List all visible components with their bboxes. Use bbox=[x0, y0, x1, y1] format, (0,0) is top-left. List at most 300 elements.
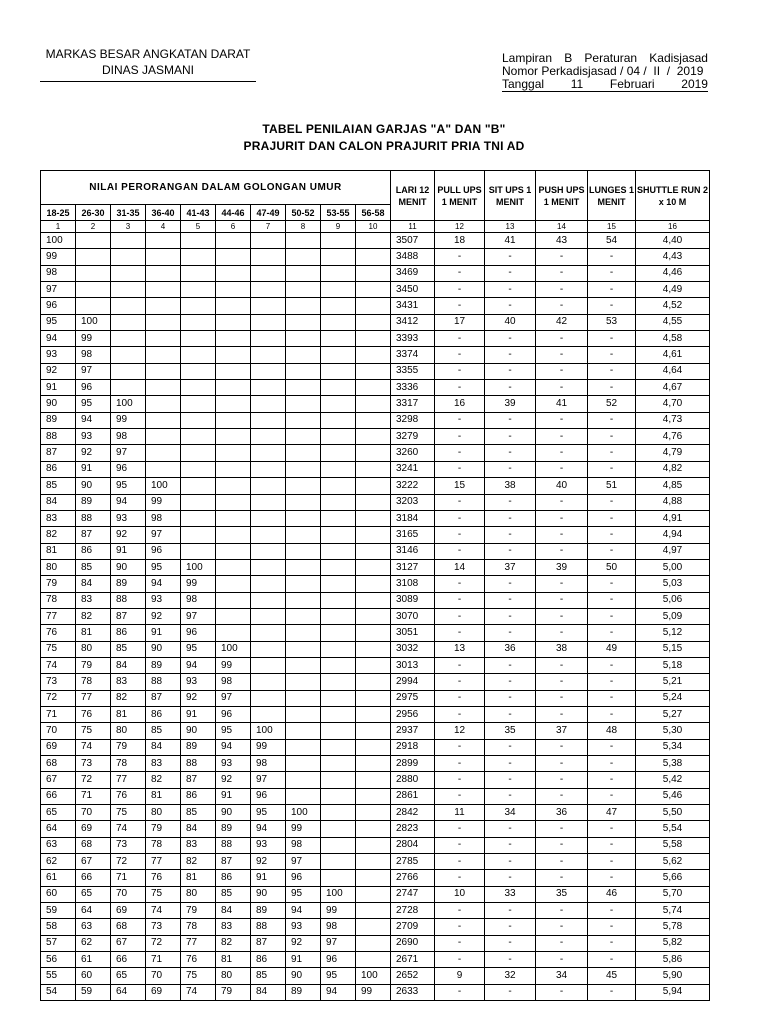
table-cell: 5,34 bbox=[636, 739, 710, 755]
table-cell bbox=[251, 363, 286, 379]
table-cell bbox=[356, 510, 391, 526]
table-row bbox=[41, 919, 710, 935]
table-cell: - bbox=[485, 935, 536, 951]
table-cell: 89 bbox=[251, 903, 286, 919]
table-cell: 79 bbox=[181, 903, 216, 919]
table-cell bbox=[181, 478, 216, 494]
table-cell bbox=[111, 363, 146, 379]
table-cell: 3260 bbox=[391, 445, 435, 461]
table-cell: 60 bbox=[76, 968, 111, 984]
table-cell: - bbox=[588, 347, 636, 363]
table-cell bbox=[321, 723, 356, 739]
table-cell: 99 bbox=[41, 249, 76, 265]
table-cell: 100 bbox=[321, 886, 356, 902]
table-cell: - bbox=[588, 674, 636, 690]
table-cell: - bbox=[485, 429, 536, 445]
table-cell bbox=[216, 559, 251, 575]
table-cell: 95 bbox=[321, 968, 356, 984]
table-cell: - bbox=[588, 919, 636, 935]
table-cell bbox=[286, 625, 321, 641]
table-cell: 78 bbox=[111, 756, 146, 772]
table-cell: 98 bbox=[286, 837, 321, 853]
table-cell: - bbox=[536, 265, 588, 281]
table-row bbox=[41, 854, 710, 870]
table-cell: 91 bbox=[216, 788, 251, 804]
table-cell: 63 bbox=[41, 837, 76, 853]
table-cell bbox=[286, 657, 321, 673]
table-cell: 50 bbox=[588, 559, 636, 575]
table-row bbox=[41, 429, 710, 445]
table-cell: 88 bbox=[216, 837, 251, 853]
table-body bbox=[41, 233, 710, 1001]
table-cell bbox=[216, 576, 251, 592]
table-cell bbox=[181, 363, 216, 379]
table-cell: 5,30 bbox=[636, 723, 710, 739]
table-cell: - bbox=[435, 706, 485, 722]
column-number-row bbox=[41, 221, 710, 233]
table-cell: 54 bbox=[588, 233, 636, 249]
table-cell bbox=[356, 854, 391, 870]
table-cell bbox=[321, 739, 356, 755]
table-cell bbox=[111, 282, 146, 298]
table-cell: - bbox=[536, 347, 588, 363]
table-cell bbox=[321, 772, 356, 788]
table-cell bbox=[321, 674, 356, 690]
table-cell: 82 bbox=[181, 854, 216, 870]
table-cell: 2804 bbox=[391, 837, 435, 853]
table-cell: 5,70 bbox=[636, 886, 710, 902]
document-title: TABEL PENILAIAN GARJAS "A" DAN "B" bbox=[262, 122, 506, 136]
table-cell: - bbox=[485, 412, 536, 428]
table-cell: 5,24 bbox=[636, 690, 710, 706]
table-cell: - bbox=[588, 412, 636, 428]
age-group-cell: 44-46 bbox=[216, 205, 251, 221]
table-cell bbox=[146, 282, 181, 298]
table-cell: 54 bbox=[41, 984, 76, 1000]
table-cell bbox=[356, 657, 391, 673]
table-cell: - bbox=[485, 445, 536, 461]
table-cell: - bbox=[536, 837, 588, 853]
table-cell bbox=[181, 265, 216, 281]
table-cell: 3184 bbox=[391, 510, 435, 526]
table-cell bbox=[181, 510, 216, 526]
table-cell: 90 bbox=[146, 641, 181, 657]
table-cell: 77 bbox=[146, 854, 181, 870]
table-cell: 4,88 bbox=[636, 494, 710, 510]
table-cell: 2728 bbox=[391, 903, 435, 919]
table-cell bbox=[181, 461, 216, 477]
table-cell: 9 bbox=[435, 968, 485, 984]
table-cell: 79 bbox=[111, 739, 146, 755]
table-cell: - bbox=[588, 265, 636, 281]
table-cell: 69 bbox=[76, 821, 111, 837]
table-cell: 91 bbox=[181, 706, 216, 722]
table-cell: - bbox=[435, 282, 485, 298]
table-cell bbox=[356, 363, 391, 379]
table-cell bbox=[321, 821, 356, 837]
table-row bbox=[41, 723, 710, 739]
table-cell bbox=[286, 429, 321, 445]
table-cell: 2975 bbox=[391, 690, 435, 706]
table-cell: - bbox=[588, 739, 636, 755]
table-cell: - bbox=[588, 625, 636, 641]
table-cell: 94 bbox=[76, 412, 111, 428]
table-cell bbox=[181, 233, 216, 249]
age-group-cell: 41-43 bbox=[181, 205, 216, 221]
table-cell: 83 bbox=[76, 592, 111, 608]
table-cell bbox=[356, 265, 391, 281]
table-cell: 59 bbox=[76, 984, 111, 1000]
table-cell: 89 bbox=[216, 821, 251, 837]
table-cell bbox=[356, 576, 391, 592]
table-cell bbox=[181, 429, 216, 445]
table-cell bbox=[216, 282, 251, 298]
table-cell: 81 bbox=[146, 788, 181, 804]
table-cell: 46 bbox=[588, 886, 636, 902]
table-cell: 71 bbox=[76, 788, 111, 804]
table-cell: 41 bbox=[536, 396, 588, 412]
table-row bbox=[41, 461, 710, 477]
table-cell: 84 bbox=[251, 984, 286, 1000]
table-cell: 76 bbox=[111, 788, 146, 804]
table-cell: 100 bbox=[356, 968, 391, 984]
table-cell bbox=[321, 380, 356, 396]
table-cell: 40 bbox=[536, 478, 588, 494]
table-cell: 57 bbox=[41, 935, 76, 951]
table-cell bbox=[321, 527, 356, 543]
table-cell: 100 bbox=[181, 559, 216, 575]
table-row bbox=[41, 249, 710, 265]
table-cell bbox=[321, 756, 356, 772]
table-cell bbox=[356, 625, 391, 641]
table-cell bbox=[216, 233, 251, 249]
scoring-table bbox=[40, 170, 710, 1001]
table-cell: - bbox=[536, 527, 588, 543]
table-cell: 75 bbox=[181, 968, 216, 984]
table-cell bbox=[356, 723, 391, 739]
table-cell: 91 bbox=[146, 625, 181, 641]
table-cell bbox=[286, 249, 321, 265]
table-header-row bbox=[41, 171, 710, 205]
table-cell: 5,46 bbox=[636, 788, 710, 804]
tanggal-word-1: Tanggal bbox=[502, 77, 545, 91]
tanggal-month: Februari bbox=[609, 77, 655, 91]
table-cell: 4,55 bbox=[636, 314, 710, 330]
table-cell bbox=[251, 576, 286, 592]
table-cell: 96 bbox=[321, 952, 356, 968]
table-cell bbox=[181, 282, 216, 298]
table-cell: 90 bbox=[251, 886, 286, 902]
table-cell: 99 bbox=[146, 494, 181, 510]
table-row bbox=[41, 298, 710, 314]
table-cell: 81 bbox=[111, 706, 146, 722]
table-cell bbox=[146, 265, 181, 281]
table-cell: 93 bbox=[251, 837, 286, 853]
table-cell: - bbox=[588, 298, 636, 314]
table-cell: - bbox=[588, 461, 636, 477]
table-cell: 3317 bbox=[391, 396, 435, 412]
table-cell: - bbox=[485, 249, 536, 265]
table-cell: - bbox=[588, 527, 636, 543]
table-row bbox=[41, 265, 710, 281]
age-group-cell: 47-49 bbox=[251, 205, 286, 221]
table-cell: - bbox=[536, 412, 588, 428]
table-cell: - bbox=[536, 657, 588, 673]
table-cell: 69 bbox=[146, 984, 181, 1000]
table-cell: 41 bbox=[485, 233, 536, 249]
table-cell bbox=[321, 445, 356, 461]
column-number-cell: 16 bbox=[636, 221, 710, 233]
table-cell: 74 bbox=[146, 903, 181, 919]
table-cell: 93 bbox=[146, 592, 181, 608]
table-cell: 85 bbox=[181, 805, 216, 821]
table-cell: 3222 bbox=[391, 478, 435, 494]
lampiran-word-4: Kadisjasad bbox=[649, 51, 708, 65]
table-cell: - bbox=[536, 952, 588, 968]
table-cell: 98 bbox=[251, 756, 286, 772]
table-cell: 92 bbox=[286, 935, 321, 951]
table-cell bbox=[216, 363, 251, 379]
table-cell bbox=[286, 494, 321, 510]
event-header-situps: SIT UPS 1 MENIT bbox=[485, 171, 536, 221]
table-cell: 91 bbox=[111, 543, 146, 559]
table-cell bbox=[356, 739, 391, 755]
table-cell: - bbox=[435, 756, 485, 772]
table-cell: - bbox=[536, 935, 588, 951]
table-cell: 95 bbox=[251, 805, 286, 821]
table-cell: - bbox=[485, 756, 536, 772]
table-cell: 99 bbox=[181, 576, 216, 592]
table-cell: 69 bbox=[41, 739, 76, 755]
table-cell: - bbox=[536, 903, 588, 919]
table-cell: 52 bbox=[588, 396, 636, 412]
table-cell: 95 bbox=[41, 314, 76, 330]
table-cell: - bbox=[435, 952, 485, 968]
table-cell: 89 bbox=[41, 412, 76, 428]
table-cell: 90 bbox=[181, 723, 216, 739]
lampiran-word-1: Lampiran bbox=[502, 51, 553, 65]
table-cell: 2823 bbox=[391, 821, 435, 837]
column-number-cell: 9 bbox=[321, 221, 356, 233]
table-cell: - bbox=[485, 870, 536, 886]
column-number-cell: 8 bbox=[286, 221, 321, 233]
table-cell bbox=[286, 559, 321, 575]
age-group-cell: 26-30 bbox=[76, 205, 111, 221]
table-cell: 96 bbox=[181, 625, 216, 641]
table-cell: 78 bbox=[146, 837, 181, 853]
table-cell: 74 bbox=[181, 984, 216, 1000]
table-row bbox=[41, 543, 710, 559]
table-cell: 87 bbox=[251, 935, 286, 951]
table-cell bbox=[286, 461, 321, 477]
table-cell: 87 bbox=[76, 527, 111, 543]
table-cell bbox=[356, 690, 391, 706]
table-cell: 4,43 bbox=[636, 249, 710, 265]
table-cell bbox=[146, 429, 181, 445]
table-cell: - bbox=[435, 510, 485, 526]
table-cell bbox=[356, 380, 391, 396]
table-cell bbox=[321, 233, 356, 249]
table-cell: 2709 bbox=[391, 919, 435, 935]
table-cell: 34 bbox=[485, 805, 536, 821]
table-cell: - bbox=[435, 527, 485, 543]
table-cell: 5,09 bbox=[636, 608, 710, 624]
table-cell bbox=[356, 706, 391, 722]
table-cell: 99 bbox=[251, 739, 286, 755]
table-cell: 100 bbox=[41, 233, 76, 249]
table-cell: 68 bbox=[41, 756, 76, 772]
table-row bbox=[41, 739, 710, 755]
table-row bbox=[41, 657, 710, 673]
table-cell: - bbox=[536, 510, 588, 526]
table-cell: - bbox=[485, 837, 536, 853]
column-number-cell: 6 bbox=[216, 221, 251, 233]
table-cell: 93 bbox=[41, 347, 76, 363]
table-cell: - bbox=[435, 903, 485, 919]
table-row bbox=[41, 576, 710, 592]
table-cell: - bbox=[588, 380, 636, 396]
table-cell: 5,74 bbox=[636, 903, 710, 919]
table-cell: 4,85 bbox=[636, 478, 710, 494]
table-cell: - bbox=[485, 347, 536, 363]
table-cell: 88 bbox=[146, 674, 181, 690]
table-cell bbox=[146, 249, 181, 265]
table-cell: 92 bbox=[76, 445, 111, 461]
table-cell: - bbox=[435, 429, 485, 445]
table-cell: - bbox=[485, 527, 536, 543]
table-cell: - bbox=[536, 772, 588, 788]
table-cell: 66 bbox=[41, 788, 76, 804]
table-cell: 43 bbox=[536, 233, 588, 249]
table-cell: - bbox=[485, 461, 536, 477]
table-cell: - bbox=[435, 984, 485, 1000]
table-cell: - bbox=[435, 772, 485, 788]
table-cell: 4,70 bbox=[636, 396, 710, 412]
table-cell bbox=[286, 282, 321, 298]
table-cell bbox=[321, 331, 356, 347]
table-cell bbox=[146, 396, 181, 412]
table-cell: 90 bbox=[41, 396, 76, 412]
table-row bbox=[41, 478, 710, 494]
table-cell bbox=[216, 494, 251, 510]
table-cell: 83 bbox=[181, 837, 216, 853]
table-cell: 95 bbox=[76, 396, 111, 412]
table-cell: 4,58 bbox=[636, 331, 710, 347]
table-cell bbox=[216, 314, 251, 330]
table-cell: - bbox=[588, 690, 636, 706]
table-cell: 61 bbox=[76, 952, 111, 968]
table-cell: 98 bbox=[146, 510, 181, 526]
table-cell: 94 bbox=[251, 821, 286, 837]
table-cell: - bbox=[435, 249, 485, 265]
table-cell: 80 bbox=[146, 805, 181, 821]
table-cell: 3013 bbox=[391, 657, 435, 673]
table-cell: 91 bbox=[41, 380, 76, 396]
table-cell: 3051 bbox=[391, 625, 435, 641]
table-cell bbox=[321, 608, 356, 624]
table-cell: 39 bbox=[536, 559, 588, 575]
table-cell: - bbox=[435, 543, 485, 559]
table-cell bbox=[321, 265, 356, 281]
table-cell: 90 bbox=[286, 968, 321, 984]
table-cell: - bbox=[536, 690, 588, 706]
table-cell: 89 bbox=[111, 576, 146, 592]
table-cell: 2956 bbox=[391, 706, 435, 722]
table-cell: 45 bbox=[588, 968, 636, 984]
table-cell: - bbox=[588, 494, 636, 510]
table-cell bbox=[251, 233, 286, 249]
table-cell: 79 bbox=[41, 576, 76, 592]
table-cell: 87 bbox=[146, 690, 181, 706]
table-cell bbox=[356, 282, 391, 298]
table-cell: 92 bbox=[41, 363, 76, 379]
table-cell: 85 bbox=[76, 559, 111, 575]
table-row bbox=[41, 380, 710, 396]
table-cell bbox=[286, 363, 321, 379]
table-cell bbox=[181, 527, 216, 543]
table-cell: - bbox=[536, 331, 588, 347]
table-cell: 3089 bbox=[391, 592, 435, 608]
table-cell: 4,76 bbox=[636, 429, 710, 445]
table-cell bbox=[356, 952, 391, 968]
table-cell bbox=[321, 657, 356, 673]
table-cell: - bbox=[485, 821, 536, 837]
table-cell: 73 bbox=[41, 674, 76, 690]
table-cell bbox=[321, 690, 356, 706]
table-cell bbox=[111, 298, 146, 314]
table-cell: 47 bbox=[588, 805, 636, 821]
table-cell: - bbox=[485, 788, 536, 804]
table-cell: 69 bbox=[111, 903, 146, 919]
table-cell: 2671 bbox=[391, 952, 435, 968]
table-row bbox=[41, 952, 710, 968]
table-cell: 70 bbox=[111, 886, 146, 902]
table-cell: 73 bbox=[76, 756, 111, 772]
table-cell bbox=[251, 265, 286, 281]
table-cell: 77 bbox=[111, 772, 146, 788]
table-row bbox=[41, 674, 710, 690]
table-row bbox=[41, 886, 710, 902]
table-cell: 97 bbox=[146, 527, 181, 543]
table-cell bbox=[356, 347, 391, 363]
table-cell: 85 bbox=[146, 723, 181, 739]
table-cell bbox=[111, 380, 146, 396]
table-cell bbox=[356, 641, 391, 657]
table-row bbox=[41, 445, 710, 461]
table-cell: 32 bbox=[485, 968, 536, 984]
table-cell bbox=[216, 543, 251, 559]
table-cell bbox=[286, 233, 321, 249]
table-cell bbox=[216, 396, 251, 412]
table-row bbox=[41, 608, 710, 624]
table-cell: 38 bbox=[485, 478, 536, 494]
table-cell: 74 bbox=[76, 739, 111, 755]
table-cell: 40 bbox=[485, 314, 536, 330]
table-row bbox=[41, 805, 710, 821]
table-cell: 94 bbox=[286, 903, 321, 919]
table-cell: 97 bbox=[321, 935, 356, 951]
table-cell: 100 bbox=[251, 723, 286, 739]
table-cell: 87 bbox=[181, 772, 216, 788]
table-cell: 4,61 bbox=[636, 347, 710, 363]
table-cell bbox=[356, 494, 391, 510]
table-row bbox=[41, 527, 710, 543]
age-group-cell: 18-25 bbox=[41, 205, 76, 221]
table-cell: 86 bbox=[111, 625, 146, 641]
table-cell bbox=[356, 233, 391, 249]
table-cell: - bbox=[536, 576, 588, 592]
table-cell: - bbox=[588, 788, 636, 804]
